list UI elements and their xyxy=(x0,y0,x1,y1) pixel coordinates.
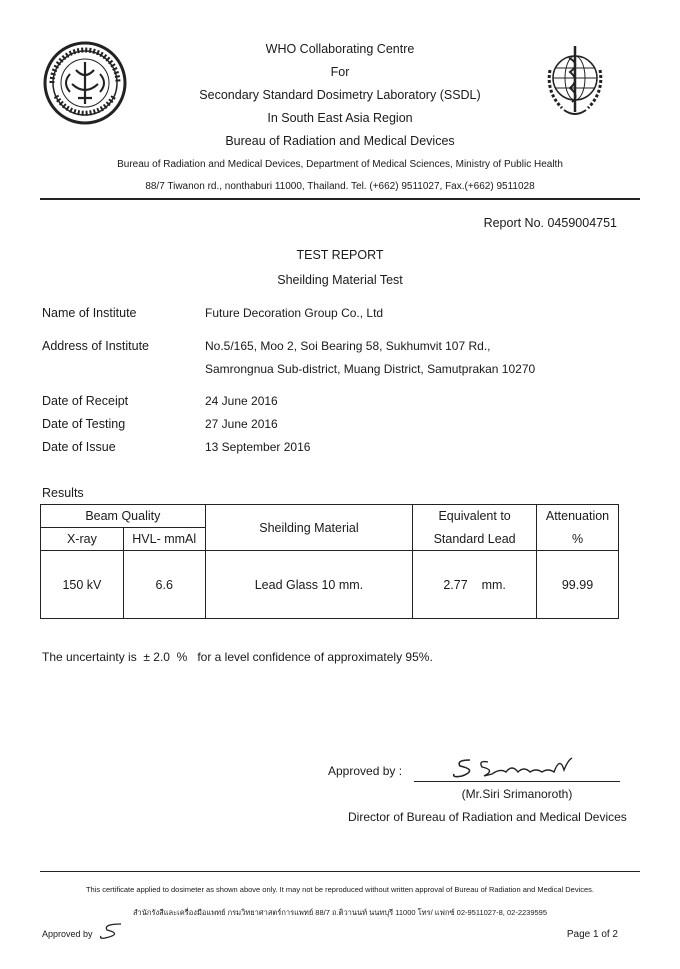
header-line-ssdl: Secondary Standard Dosimetry Laboratory (SSDL) xyxy=(199,88,481,102)
equivalent-header-line2: Standard Lead xyxy=(413,528,537,551)
header-divider xyxy=(40,198,640,200)
who-emblem-logo xyxy=(540,40,610,122)
material-cell: Lead Glass 10 mm. xyxy=(205,551,413,619)
material-header: Sheilding Material xyxy=(205,505,413,551)
approver-position: Director of Bureau of Radiation and Medical Devices xyxy=(348,810,627,824)
footer-approved-by: Approved by xyxy=(42,929,93,939)
header-line-who: WHO Collaborating Centre xyxy=(265,42,415,56)
approved-by-label: Approved by : xyxy=(328,764,403,778)
institute-address-line1: No.5/165, Moo 2, Soi Bearing 58, Sukhumvit 107 Rd., xyxy=(205,339,491,353)
receipt-date-label: Date of Receipt xyxy=(42,394,129,408)
attenuation-header-line1: Attenuation xyxy=(537,505,619,528)
testing-date-value: 27 June 2016 xyxy=(205,417,278,431)
issue-date-value: 13 September 2016 xyxy=(205,440,311,454)
xray-header: X-ray xyxy=(41,528,124,551)
institute-address-line2: Samrongnua Sub-district, Muang District, Samutprakan 10270 xyxy=(205,362,536,376)
footer-divider xyxy=(40,871,640,872)
header-line-for: For xyxy=(330,65,350,79)
footer-notice: This certificate applied to dosimeter as shown above only. It may not be reproduced without written approval of Bureau of Radiation and Medical Devices. xyxy=(85,885,595,894)
page-number: Page 1 of 2 xyxy=(566,929,618,940)
xray-cell: 150 kV xyxy=(41,551,124,619)
results-table xyxy=(40,504,619,619)
report-subtitle: Sheilding Material Test xyxy=(277,273,403,287)
director-signature xyxy=(448,750,588,784)
uncertainty-statement: The uncertainty is ± 2.0 % for a level confidence of approximately 95%. xyxy=(42,650,433,664)
attenuation-cell: 99.99 xyxy=(537,551,619,619)
beam-quality-header: Beam Quality xyxy=(41,505,206,528)
header-line-region: In South East Asia Region xyxy=(267,111,413,125)
header-line-bureau: Bureau of Radiation and Medical Devices xyxy=(225,134,455,148)
header-line-department: Bureau of Radiation and Medical Devices, Department of Medical Sciences, Ministry of Public Health xyxy=(117,159,563,170)
signature-line xyxy=(414,781,620,782)
footer-initials-signature xyxy=(97,920,127,942)
results-heading: Results xyxy=(42,486,84,500)
header-line-address: 88/7 Tiwanon rd., nonthaburi 11000, Thailand. Tel. (+662) 9511027, Fax.(+662) 9511028 xyxy=(145,181,535,192)
issue-date-label: Date of Issue xyxy=(42,440,116,454)
approver-name: (Mr.Siri Srimanoroth) xyxy=(461,787,573,801)
equivalent-cell: 2.77 mm. xyxy=(413,551,537,619)
attenuation-header-line2: % xyxy=(537,528,619,551)
footer-thai-address: สำนักรังสีและเครื่องมือแพทย์ กรมวิทยาศาสตร์การแพทย์ 88/7 ถ.ติวานนท์ นนทบุรี 11000 โทร/ แฟกซ์ 02-9511027-8, 02-2239595 xyxy=(132,908,548,917)
table-row xyxy=(41,551,619,619)
hvl-header: HVL- mmAl xyxy=(123,528,205,551)
institute-name-value: Future Decoration Group Co., Ltd xyxy=(205,306,384,320)
receipt-date-value: 24 June 2016 xyxy=(205,394,278,408)
department-seal-logo xyxy=(42,40,128,126)
report-title: TEST REPORT xyxy=(296,248,384,262)
institute-name-label: Name of Institute xyxy=(42,306,137,320)
hvl-cell: 6.6 xyxy=(123,551,205,619)
equivalent-header-line1: Equivalent to xyxy=(413,505,537,528)
testing-date-label: Date of Testing xyxy=(42,417,126,431)
report-number: Report No. 0459004751 xyxy=(483,216,617,230)
institute-address-label: Address of Institute xyxy=(42,339,150,353)
